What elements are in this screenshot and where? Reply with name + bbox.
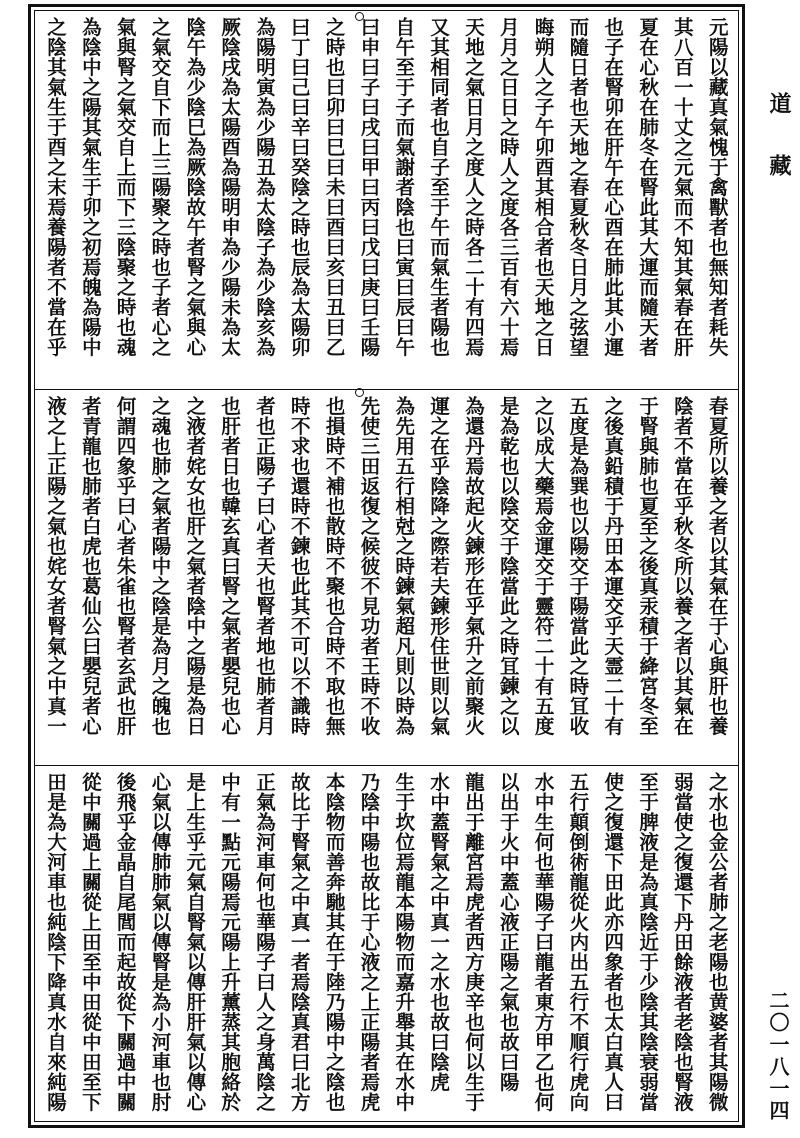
text-column-lower: 生于坎位焉龍本陽物而嘉升舉其在水中 <box>392 772 416 1112</box>
text-column-middle: 五度是為巽也以陽交于陽當此之時冝收 <box>566 396 590 736</box>
text-column-middle: 之以成大藥焉金運交于靈符二十有五度 <box>531 396 555 736</box>
text-column-middle: 者青龍也肺者白虎也葛仙公曰嬰兒者心 <box>78 396 102 736</box>
text-column-middle: 運之在乎陰降之際若夫鍊形住世則以氣 <box>427 396 451 736</box>
text-column-upper: 又其相同者也自子至于午而氣生者陽也 <box>427 17 451 357</box>
text-column-middle: 之液者姹女也肝之氣者陰中之陽是為日 <box>183 396 207 736</box>
text-columns-upper <box>41 17 732 382</box>
text-column-lower: 本陰物而善奔馳其在于陸乃陽中之陰也 <box>322 772 346 1112</box>
punctuation-circle-mark <box>355 388 364 397</box>
text-column-middle: 液之上正陽之氣也姹女者腎氣之中真一 <box>44 396 67 736</box>
text-column-lower: 水中生何也華陽子曰龍者東方甲乙也何 <box>531 772 555 1112</box>
text-column-middle: 也肝者日也韓玄真曰腎之氣者嬰兒也心 <box>218 396 242 736</box>
text-column-upper: 曰申曰子曰戌曰甲曰丙曰戊曰庚曰壬陽 <box>357 17 381 357</box>
text-column-upper: 夏在心秋在肺冬在腎此其大運而隨天者 <box>636 17 660 357</box>
text-column-lower: 弱當使之復還下丹田餘液者老陰也腎液 <box>670 772 694 1112</box>
text-column-lower: 心氣以傳肺肺氣以傳腎是為小河車也肘 <box>148 772 172 1112</box>
text-column-lower: 後飛乎金晶自尾閭而起故從下關過中關 <box>113 772 137 1112</box>
text-block-upper <box>35 11 738 388</box>
text-column-upper: 之時也曰卯曰巳曰未曰酉曰亥曰丑曰乙 <box>322 17 346 357</box>
page-number: 二〇一八一四 <box>766 990 790 1122</box>
text-column-middle: 陰者不當在乎秋冬所以養之者以其氣在 <box>670 396 694 736</box>
text-column-upper: 曰丁曰己曰辛曰癸陰之時也辰為太陽卯 <box>287 17 311 357</box>
text-columns-lower <box>41 772 732 1122</box>
text-column-lower: 從中關過上關從上田至中田從中田至下 <box>78 772 102 1112</box>
text-column-middle: 也損時不補也散時不聚也合時不取也無 <box>322 396 346 736</box>
text-column-lower: 中有一點元陽焉元陽上升薰蒸其胞絡於 <box>218 772 242 1112</box>
text-column-middle: 先使三田返復之候彼不見功者王時不收 <box>357 396 381 736</box>
punctuation-circle-mark <box>355 12 364 21</box>
text-column-upper: 為陽明寅為少陽丑為太陰子為少陰亥為 <box>252 17 276 357</box>
text-column-upper: 陰午為少陰巳為厥陰故午者腎之氣與心 <box>183 17 207 357</box>
page-margin <box>752 0 800 1138</box>
text-column-lower: 之水也金公者肺之老陽也黄婆者其陽微 <box>705 772 729 1112</box>
text-column-upper: 而隨日者也天地之春夏秋冬日月之弦望 <box>566 17 590 357</box>
text-column-lower: 至于脾液是為真陰近于少陰其陰衰弱當 <box>636 772 660 1112</box>
text-column-middle: 之魂也肺之氣者陽中之陰是為月之魄也 <box>148 396 172 736</box>
text-columns-middle <box>41 396 732 758</box>
page-frame-inner <box>34 10 739 1122</box>
text-column-lower: 水中蓋腎氣之中真一之水也故曰陰虎 <box>427 772 451 1092</box>
text-column-lower: 正氣為河車何也華陽子曰人之身萬陰之 <box>252 772 276 1112</box>
text-column-lower: 乃陰中陽也故比于心液之上正陽者焉虎 <box>357 772 381 1112</box>
text-column-upper: 元陽以藏真氣愧于禽獸者也無知者耗失 <box>705 17 729 357</box>
page-frame <box>28 4 745 1128</box>
text-column-upper: 天地之氣日月之度人之時各二十有四焉 <box>461 17 485 357</box>
text-column-upper: 晦朔人之子午卯酉其相合者也天地之日 <box>531 17 555 357</box>
text-column-middle: 者也正陽子曰心者天也腎者地也肺者月 <box>252 396 276 736</box>
text-column-middle: 是為乾也以陰交于陰當此之時冝鍊之以 <box>496 396 520 736</box>
text-column-upper: 厥陰戌為太陽酉為陽明申為少陽未為太 <box>218 17 242 357</box>
text-column-lower: 以出于火中蓋心液正陽之氣也故曰陽 <box>496 772 520 1092</box>
text-column-upper: 之氣交自下而上三陽聚之時也子者心之 <box>148 17 172 357</box>
text-column-lower: 龍出于離宮焉虎者西方庚辛也何以生于 <box>461 772 485 1112</box>
text-column-middle: 于腎與肺也夏至之後真汞積于絳宮冬至 <box>636 396 660 736</box>
text-column-upper: 自午至于子而氣謝者陰也曰寅曰辰曰午 <box>392 17 416 357</box>
text-column-middle: 春夏所以養之者以其氣在于心與肝也養 <box>705 396 729 736</box>
text-column-upper: 月月之日日之時人之度各三百有六十焉 <box>496 17 520 357</box>
text-column-upper: 為陰中之陽其氣生于卯之初焉魄為陽中 <box>78 17 102 357</box>
text-column-lower: 五行顛倒術龍從火内出五行不順行虎向 <box>566 772 590 1112</box>
text-column-middle: 為先用五行相尅之時鍊氣超凡則以時為 <box>392 396 416 736</box>
text-column-middle: 為還丹焉故起火鍊形在乎氣升之前聚火 <box>461 396 485 736</box>
text-column-upper: 也子在腎卯在肝午在心酉在肺此其小運 <box>601 17 625 357</box>
text-column-lower: 田是為大河車也純陰下降真水自來純陽 <box>44 772 67 1112</box>
text-column-upper: 氣與腎之氣交自上而下三陰聚之時也魂 <box>113 17 137 357</box>
book-title: 道藏 <box>766 92 792 216</box>
text-column-upper: 其八百一十丈之元氣而不知其氣春在肝 <box>670 17 694 357</box>
text-column-middle: 何謂四象乎曰心者朱雀也腎者玄武也肝 <box>113 396 137 736</box>
text-column-lower: 是上生乎元氣自腎氣以傳肝肝氣以傳心 <box>183 772 207 1112</box>
text-block-middle <box>35 390 738 764</box>
text-column-lower: 故比于腎氣之中真一者焉陰真君曰北方 <box>287 772 311 1112</box>
text-column-middle: 之後真鉛積于丹田本運交乎天霊二十有 <box>601 396 625 736</box>
text-column-middle: 時不求也還時不鍊也此其不可以不識時 <box>287 396 311 736</box>
text-column-upper: 之陰其氣生于酉之末焉養陽者不當在乎 <box>44 17 67 357</box>
text-block-lower <box>35 766 738 1128</box>
text-column-lower: 使之復還下田此亦四象者也太白真人曰 <box>601 772 625 1112</box>
